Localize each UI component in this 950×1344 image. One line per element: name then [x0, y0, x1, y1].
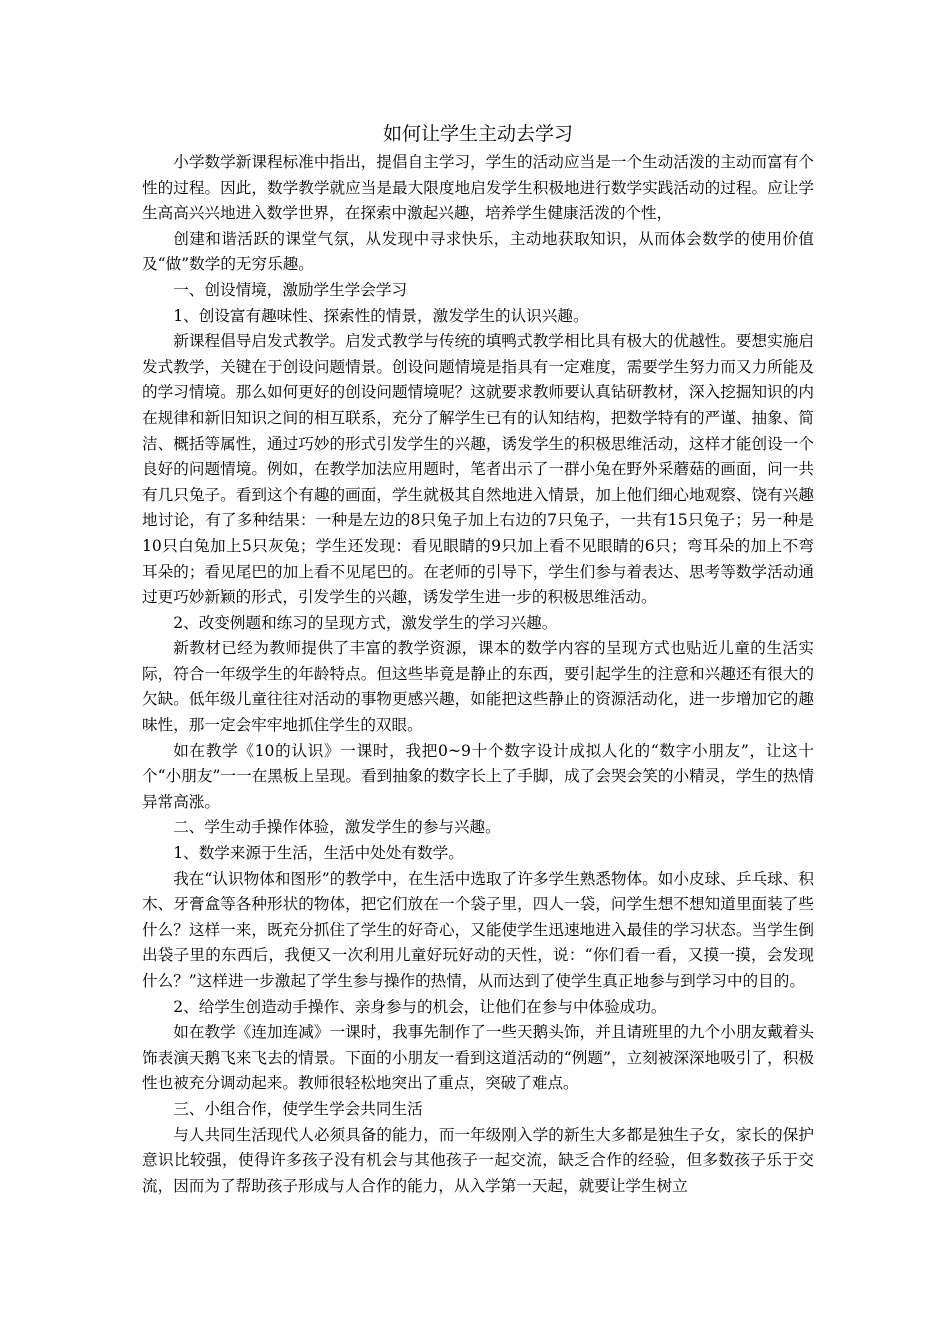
paragraph: 新课程倡导启发式教学。启发式教学与传统的填鸭式教学相比具有极大的优越性。要想实施启发式教学，关键在于创设问题情景。创设问题情境是指具有一定难度，需要学生努力而又力所能及的学习情境。那么如何更好的创设问题情境呢？这就要求教师要认真钻研教材，深入挖掘知识的内在规律和新旧知识之间的相互联系，充分了解学生已有的认知结构，把数学特有的严谨、抽象、简洁、概括等属性，通过巧妙的形式引发学生的兴趣，诱发学生的积极思维活动，这样才能创设一个良好的问题情境。例如，在教学加法应用题时，笔者出示了一群小兔在野外采蘑菇的画面，问一共有几只兔子。看到这个有趣的画面，学生就极其自然地进入情景，加上他们细心地观察、饶有兴趣地讨论，有了多种结果：一种是左边的8只兔子加上右边的7只兔子，一共有15只兔子；另一种是10只白兔加上5只灰兔；学生还发现：看见眼睛的9只加上看不见眼睛的6只；弯耳朵的加上不弯耳朵的；看见尾巴的加上看不见尾巴的。在老师的引导下，学生们参与着表达、思考等数学活动通过更巧妙新颖的形式，引发学生的兴趣，诱发学生进一步的积极思维活动。: [142, 332, 814, 607]
paragraph: 如在教学《10的认识》一课时，我把0~9十个数字设计成拟人化的“数字小朋友”，让这十个“小朋友”一一在黑板上呈现。看到抽象的数字长上了手脚，成了会哭会笑的小精灵，学生的热情异常高涨。: [142, 741, 814, 811]
paragraph: 小学数学新课程标准中指出，提倡自主学习，学生的活动应当是一个生动活泼的主动而富有个性的过程。因此，数学教学就应当是最大限度地启发学生积极地进行数学实践活动的过程。应让学生高高兴兴地进入数学世界，在探索中激起兴趣，培养学生健康活泼的个性，: [142, 153, 814, 223]
paragraph: 我在“认识物体和图形”的教学中，在生活中选取了许多学生熟悉物体。如小皮球、乒乓球、积木、牙膏盒等各种形状的物体，把它们放在一个袋子里，四人一袋，问学生想不想知道里面装了些什么？这样一来，既充分抓住了学生的好奇心，又能使学生迅速地进入最佳的学习状态。当学生倒出袋子里的东西后，我便又一次利用儿童好玩好动的天性，说：“你们看一看，又摸一摸，会发现什么？”这样进一步激起了学生参与操作的热情，从而达到了使学生真正地参与到学习中的目的。: [142, 869, 814, 990]
subsection-heading: 2、给学生创造动手操作、亲身参与的机会，让他们在参与中体验成功。: [173, 997, 667, 1016]
section-heading: 一、创设情境，激励学生学会学习: [173, 280, 408, 299]
paragraph: 如在教学《连加连减》一课时，我事先制作了一些天鹅头饰，并且请班里的九个小朋友戴着头饰表演天鹅飞来飞去的情景。下面的小朋友一看到这道活动的“例题”，立刻被深深地吸引了，积极性也被充分调动起来。教师很轻松地突出了重点，突破了难点。: [142, 1023, 814, 1093]
section-heading: 二、学生动手操作体验，激发学生的参与兴趣。: [173, 818, 501, 837]
subsection-heading: 1、创设富有趣味性、探索性的情景，激发学生的认识兴趣。: [173, 306, 589, 325]
paragraph: 新教材已经为教师提供了丰富的教学资源，课本的数学内容的呈现方式也贴近儿童的生活实际，符合一年级学生的年龄特点。但这些毕竟是静止的东西，要引起学生的注意和兴趣还有很大的欠缺。低年级儿童往往对活动的事物更感兴趣，如能把这些静止的资源活动化，进一步增加它的趣味性，那一定会牢牢地抓住学生的双眼。: [142, 639, 814, 735]
subsection-heading: 1、数学来源于生活，生活中处处有数学。: [173, 844, 464, 863]
paragraph: 创建和谐活跃的课堂气氛，从发现中寻求快乐，主动地获取知识，从而体会数学的使用价值及“做”数学的无穷乐趣。: [142, 229, 814, 274]
subsection-heading: 2、改变例题和练习的呈现方式，激发学生的学习兴趣。: [173, 613, 558, 632]
section-heading: 三、小组合作，使学生学会共同生活: [173, 1099, 423, 1118]
paragraph: 与人共同生活现代人必须具备的能力，而一年级刚入学的新生大多都是独生子女，家长的保护意识比较强，使得许多孩子没有机会与其他孩子一起交流，缺乏合作的经验，但多数孩子乐于交流，因而为了帮助孩子形成与人合作的能力，从入学第一天起，就要让学生树立: [142, 1125, 814, 1195]
document-body: [142, 118, 814, 1199]
document-title: 如何让学生主动去学习: [382, 123, 573, 145]
